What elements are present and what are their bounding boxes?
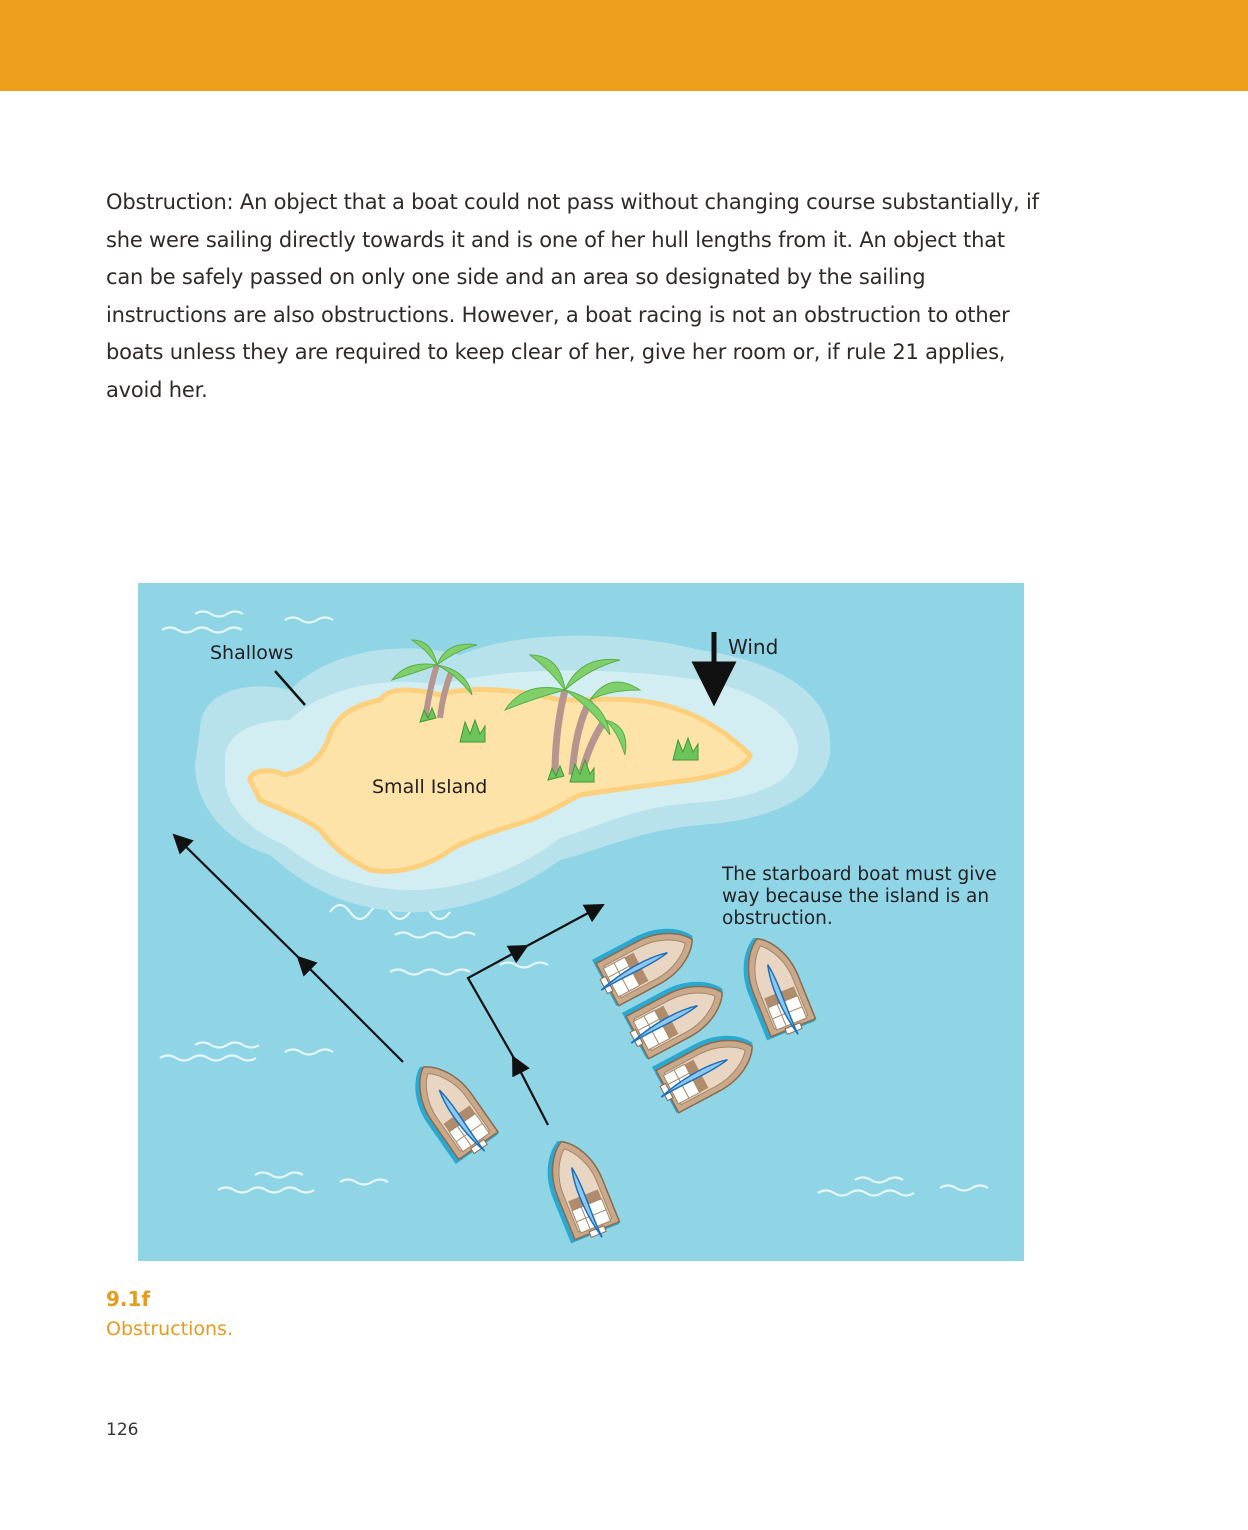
- header-band: [0, 0, 1248, 91]
- obstruction-diagram: [138, 583, 1024, 1261]
- figure-number: 9.1f: [106, 1287, 151, 1311]
- note-line: way because the island is an: [722, 886, 990, 907]
- island-label: Small Island: [372, 776, 488, 798]
- definition-paragraph: Obstruction: An object that a boat could not pass without changing course substantially, if she were sailing directly towards it and is one of her hull lengths from it. An object that can be safely passed on only one side and an area so designated by the sailing instructions are also obstructions. However, a boat racing is not an obstruction to other boats unless they are required to keep clear of her, give her room or, if rule 21 applies, avoid her.: [106, 190, 1039, 402]
- page-number: 126: [106, 1420, 139, 1440]
- shallows-label: Shallows: [210, 642, 294, 664]
- wind-label: Wind: [728, 635, 779, 659]
- note-line: The starboard boat must give: [722, 864, 997, 885]
- figure-caption: Obstructions.: [106, 1318, 233, 1340]
- note-line: obstruction.: [722, 908, 833, 929]
